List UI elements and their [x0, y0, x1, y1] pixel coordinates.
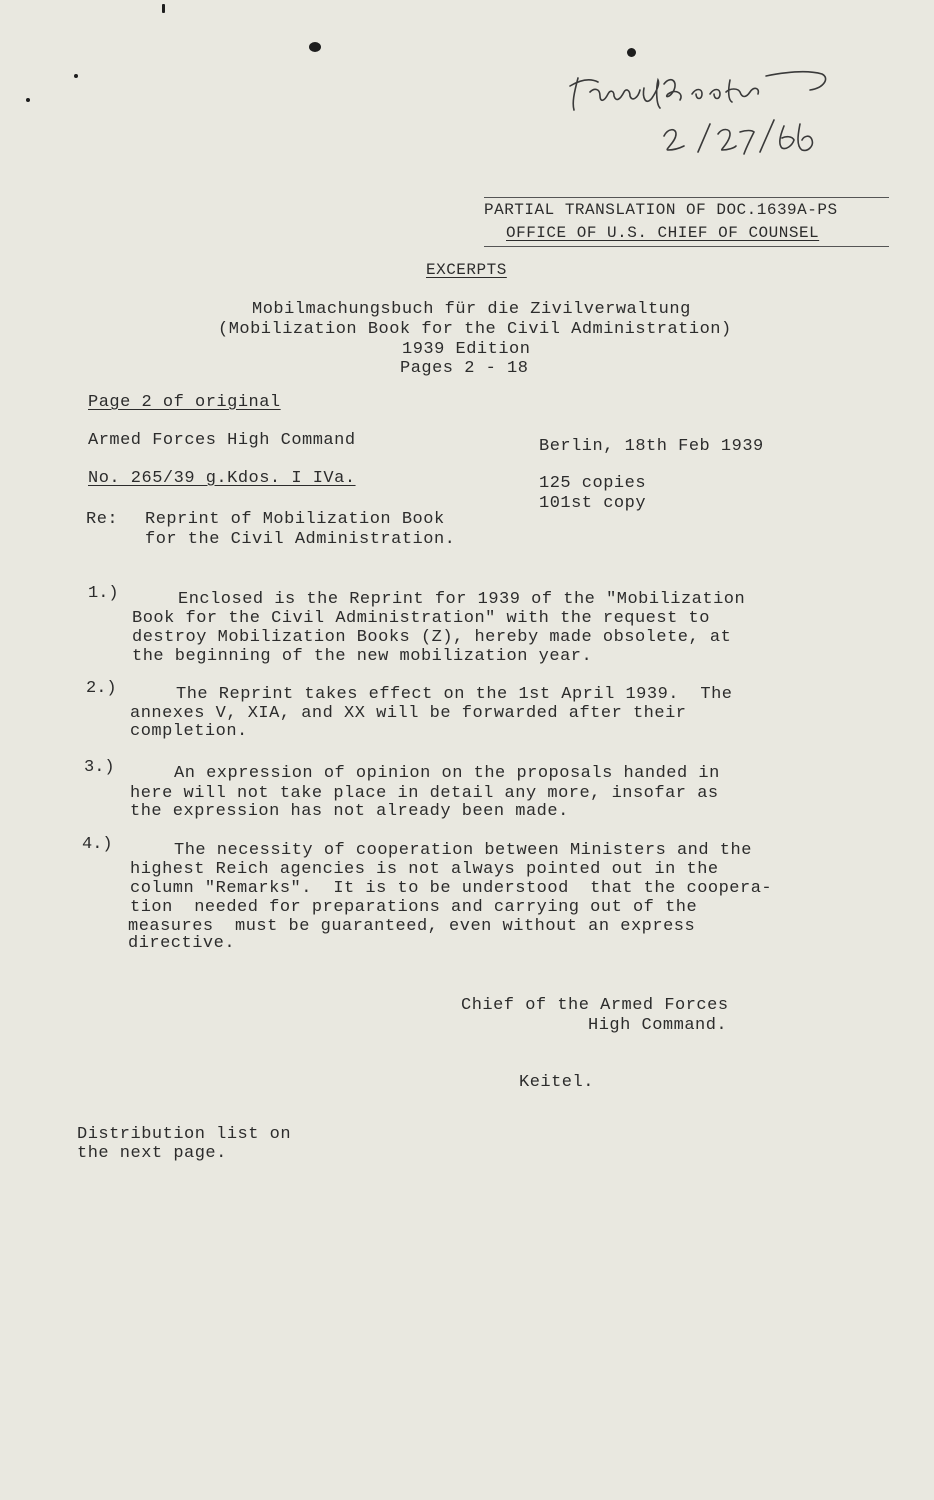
paragraph-line: Book for the Civil Administration" with the request to	[132, 609, 710, 628]
paragraph-line: here will not take place in detail any more, insofar as	[130, 784, 719, 803]
paragraph-line: The necessity of cooperation between Ministers and the	[174, 841, 752, 860]
paragraph-number: 3.)	[84, 758, 115, 777]
header-rule-2	[484, 246, 889, 247]
header-line-2: OFFICE OF U.S. CHIEF OF COUNSEL	[506, 224, 820, 242]
title-pages: Pages 2 - 18	[400, 359, 529, 378]
paragraph-number: 2.)	[86, 679, 117, 698]
handwritten-annotation-drawing	[560, 58, 860, 168]
ink-speck	[74, 74, 78, 78]
paragraph-line: measures must be guaranteed, even without an express	[128, 917, 696, 936]
paragraph-line: destroy Mobilization Books (Z), hereby made obsolete, at	[132, 628, 732, 647]
paragraph-line: column "Remarks". It is to be understood that the coopera-	[130, 879, 773, 898]
place-date: Berlin, 18th Feb 1939	[539, 437, 764, 456]
signatory-name: Keitel.	[519, 1073, 594, 1092]
title-english: (Mobilization Book for the Civil Administration)	[218, 320, 732, 339]
ink-speck	[26, 98, 30, 102]
handwritten-annotation	[560, 58, 860, 168]
signature-title-line-1: Chief of the Armed Forces	[461, 996, 729, 1015]
re-line-2: for the Civil Administration.	[145, 530, 456, 549]
excerpts-heading: EXCERPTS	[426, 261, 507, 279]
ink-speck	[627, 48, 636, 57]
paragraph-line: the expression has not already been made.	[130, 802, 569, 821]
paragraph-line: The Reprint takes effect on the 1st April 1939. The	[176, 685, 733, 704]
paragraph-line: highest Reich agencies is not always pointed out in the	[130, 860, 719, 879]
header-line-1: PARTIAL TRANSLATION OF DOC.1639A-PS	[484, 201, 838, 219]
paragraph-line: An expression of opinion on the proposals handed in	[174, 764, 720, 783]
paragraph-line: annexes V, XIA, and XX will be forwarded after their	[130, 704, 687, 723]
paragraph-line: tion needed for preparations and carrying out of the	[130, 898, 698, 917]
reference-number: No. 265/39 g.Kdos. I IVa.	[88, 469, 356, 488]
re-line-1: Reprint of Mobilization Book	[145, 510, 445, 529]
signature-title-line-2: High Command.	[588, 1016, 728, 1035]
copies-total: 125 copies	[539, 474, 647, 493]
title-german: Mobilmachungsbuch für die Zivilverwaltung	[252, 300, 691, 319]
paragraph-number: 1.)	[88, 584, 119, 603]
copy-number: 101st copy	[539, 494, 647, 513]
ink-speck	[162, 4, 165, 13]
header-rule-1	[484, 197, 889, 198]
paragraph-line: Enclosed is the Reprint for 1939 of the "Mobilization	[178, 590, 746, 609]
paragraph-line: directive.	[128, 934, 236, 953]
sender: Armed Forces High Command	[88, 431, 356, 450]
paragraph-number: 4.)	[82, 835, 113, 854]
paragraph-line: the beginning of the new mobilization year.	[132, 647, 593, 666]
distribution-note-line-1: Distribution list on	[77, 1125, 292, 1144]
page-reference: Page 2 of original	[88, 393, 281, 412]
re-label: Re:	[86, 510, 119, 529]
paragraph-line: completion.	[130, 722, 248, 741]
title-edition: 1939 Edition	[402, 340, 531, 359]
ink-speck	[309, 42, 321, 52]
distribution-note-line-2: the next page.	[77, 1144, 227, 1163]
